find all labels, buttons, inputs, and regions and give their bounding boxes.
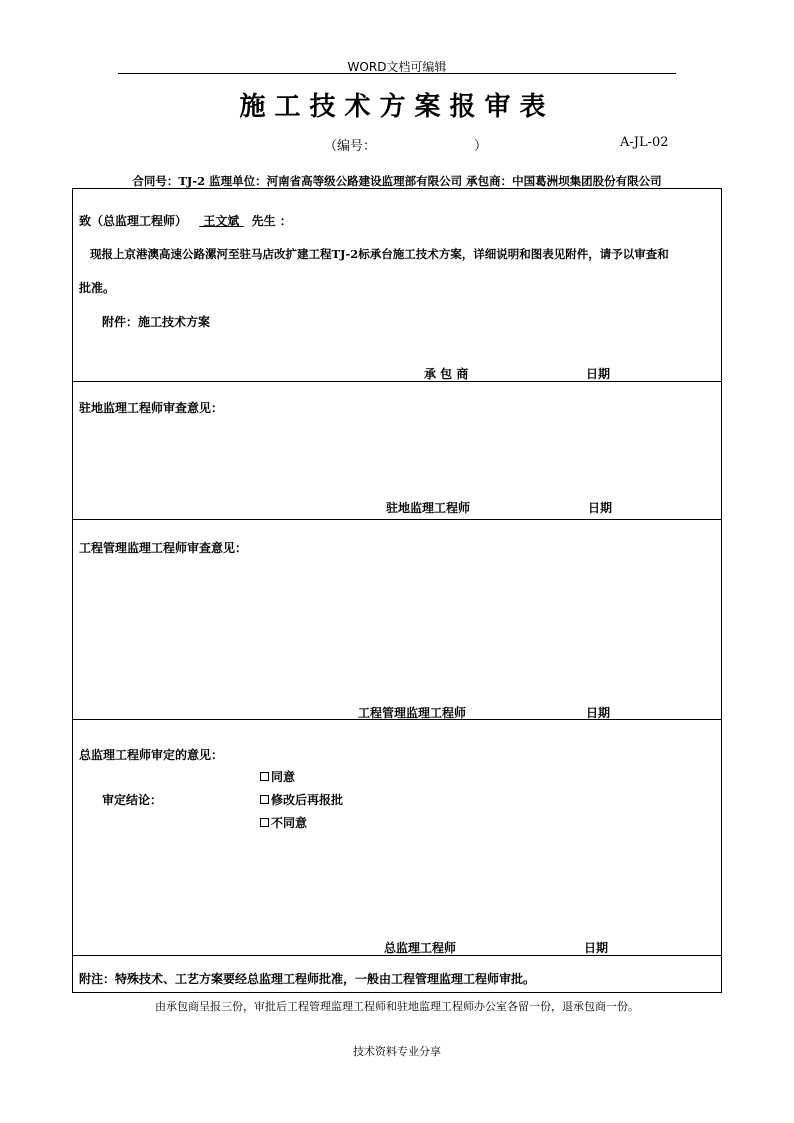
addressee-suffix: 先生 ： bbox=[251, 214, 292, 228]
submission-body-line-2: 批准。 bbox=[79, 281, 116, 295]
resident-signature-label: 驻地监理工程师 bbox=[386, 501, 471, 515]
option-reject[interactable] bbox=[260, 814, 307, 831]
option-revise-resubmit[interactable] bbox=[260, 791, 343, 808]
option-approve[interactable] bbox=[260, 768, 295, 785]
option-label: 同意 bbox=[271, 770, 296, 784]
conclusion-label: 审定结论： bbox=[102, 793, 163, 807]
chief-date-label: 日期 bbox=[584, 941, 609, 955]
serial-number-close: ） bbox=[474, 139, 488, 154]
row-divider bbox=[72, 381, 722, 382]
management-date-label: 日期 bbox=[586, 706, 611, 720]
option-label: 不同意 bbox=[271, 816, 308, 830]
remark-note: 附注：特殊技术、工艺方案要经总监理工程师批准，一般由工程管理监理工程师审批。 bbox=[79, 972, 536, 986]
chief-review-heading: 总监理工程师审定的意见： bbox=[79, 748, 224, 762]
distribution-note: 由承包商呈报三份，审批后工程管理监理工程师和驻地监理工程师办公室各留一份，退承包商一份。 bbox=[155, 1000, 639, 1013]
checkbox-icon[interactable] bbox=[260, 818, 269, 827]
attachment-line: 附件：施工技术方案 bbox=[102, 315, 211, 329]
page-header: WORD文档可编辑 bbox=[347, 60, 447, 74]
management-review-heading: 工程管理监理工程师审查意见： bbox=[79, 541, 248, 555]
review-form-table bbox=[72, 188, 722, 993]
option-label: 修改后再报批 bbox=[271, 793, 344, 807]
submission-body-line-1: 现报上京港澳高速公路漯河至驻马店改扩建工程TJ-2标承台施工技术方案，详细说明和图表见附件，请予以审查和 bbox=[90, 247, 669, 261]
addressee-line bbox=[79, 212, 292, 229]
contractor-date-label: 日期 bbox=[586, 367, 611, 381]
row-divider bbox=[72, 519, 722, 520]
document-title: 施工技术方案报审表 bbox=[239, 92, 555, 122]
serial-number-label: （编号： bbox=[324, 139, 377, 154]
contract-info-line: 合同号：TJ-2 监理单位：河南省高等级公路建设监理部有限公司 承包商：中国葛洲坝集团股份有限公司 bbox=[132, 174, 662, 188]
chief-signature-label: 总监理工程师 bbox=[384, 941, 457, 955]
resident-review-heading: 驻地监理工程师审查意见： bbox=[79, 401, 224, 415]
contractor-signature-label: 承 包 商 bbox=[424, 367, 469, 381]
page-footer: 技术资料专业分享 bbox=[353, 1045, 441, 1058]
checkbox-icon[interactable] bbox=[260, 772, 269, 781]
form-code: A-JL-02 bbox=[620, 135, 669, 150]
header-rule bbox=[118, 73, 676, 74]
addressee-prefix: 致（总监理工程师） bbox=[79, 214, 188, 228]
management-signature-label: 工程管理监理工程师 bbox=[358, 706, 467, 720]
resident-date-label: 日期 bbox=[588, 501, 613, 515]
engineer-name: 王文斌 bbox=[203, 214, 240, 228]
checkbox-icon[interactable] bbox=[260, 795, 269, 804]
